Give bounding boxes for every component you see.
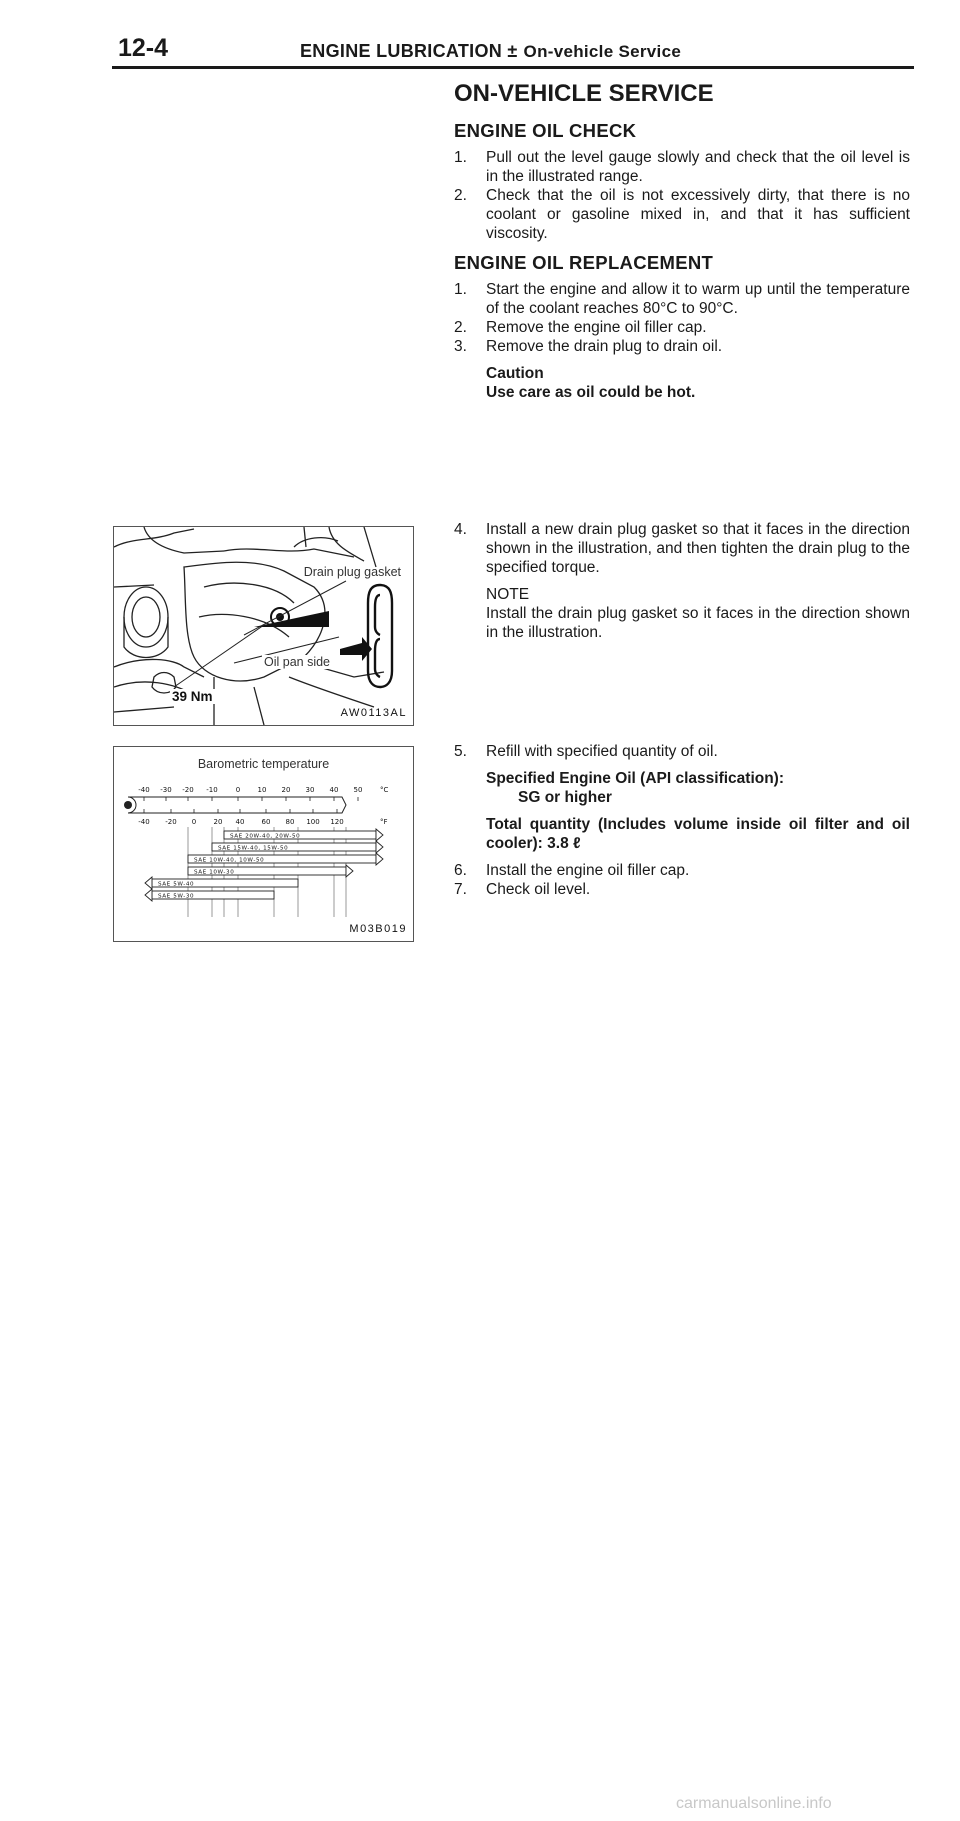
fahrenheit-tick-label: 0 [191, 818, 197, 826]
list-item: 1. Pull out the level gauge slowly and check that the oil level is in the illustrated range. [454, 149, 910, 185]
grade-bar-arrow [145, 889, 152, 901]
figure-code: M03B019 [349, 923, 407, 935]
celsius-tick-label: 40 [329, 786, 339, 794]
list-item: 2. Check that the oil is not excessively dirty, that there is no coolant or gasoline mixed in, and that it has sufficient viscosity. [454, 187, 910, 242]
fahrenheit-tick-label: 20 [213, 818, 223, 826]
celsius-tick-label: -20 [182, 786, 194, 794]
oil-check-heading: ENGINE OIL CHECK [454, 120, 637, 141]
list-item: 5. Refill with specified quantity of oil. [454, 743, 718, 760]
subsection-title: On-vehicle Service [523, 42, 682, 61]
fahrenheit-tick-label: 80 [285, 818, 295, 826]
celsius-tick-label: 50 [353, 786, 363, 794]
list-item: 3. Remove the drain plug to drain oil. [454, 338, 723, 355]
grade-bar-arrow [145, 877, 152, 889]
torque-label: 39 Nm [172, 689, 213, 704]
header-rule [112, 66, 914, 69]
oil-pan-side-label: Oil pan side [264, 655, 331, 669]
gasket-section [454, 520, 910, 642]
figure-code: AW0113AL [340, 707, 407, 719]
list-item: 7. Check oil level. [454, 881, 591, 898]
quantity-spec: Total quantity (Includes volume inside oil filter and oil cooler): 3.8 ℓ [486, 816, 910, 852]
viscosity-chart [114, 747, 413, 941]
fahrenheit-unit-label: °F [380, 818, 388, 826]
spec-value: SG or higher [518, 789, 612, 806]
thermometer-bulb [124, 801, 132, 809]
running-header [300, 41, 681, 62]
list-item: 4. Install a new drain plug gasket so that it faces in the direction shown in the illustration, and then tighten the drain plug to the specified torque. [454, 521, 910, 576]
watermark: carmanualsonline.info [676, 1795, 832, 1812]
fahrenheit-tick-label: 120 [330, 818, 344, 826]
celsius-tick-label: 0 [235, 786, 241, 794]
grade-label: SAE 10W-30 [194, 869, 235, 876]
engine-oil-pan-illustration [114, 527, 413, 725]
grade-bar-arrow [376, 841, 383, 853]
list-item: 6. Install the engine oil filler cap. [454, 862, 690, 879]
grade-bar-arrow [376, 829, 383, 841]
grade-label: SAE 20W-40, 20W-50 [230, 833, 301, 840]
note-title: NOTE [486, 586, 530, 603]
fahrenheit-tick-label: -40 [138, 818, 150, 826]
celsius-tick-label: 30 [305, 786, 315, 794]
celsius-tick-label: 20 [281, 786, 291, 794]
chart-title: Barometric temperature [197, 757, 330, 771]
page-number: 12-4 [118, 34, 169, 62]
fahrenheit-tick-label: 40 [235, 818, 245, 826]
grade-bar-arrow [376, 853, 383, 865]
page-title: ON-VEHICLE SERVICE [454, 80, 714, 107]
grade-label: SAE 15W-40, 15W-50 [218, 845, 289, 852]
fahrenheit-tick-label: 60 [261, 818, 271, 826]
fahrenheit-tick-label: 100 [306, 818, 320, 826]
celsius-tick-label: 10 [257, 786, 267, 794]
note-text: Install the drain plug gasket so it faces in the direction shown in the illustration. [486, 605, 910, 641]
refill-section [454, 742, 910, 899]
oil-replacement-heading: ENGINE OIL REPLACEMENT [454, 252, 714, 273]
list-item: 1. Start the engine and allow it to warm up until the temperature of the coolant reaches 80°C to 90°C. [454, 281, 910, 317]
caution-title: Caution [486, 365, 544, 382]
oil-check-section [454, 80, 910, 402]
drain-plug-gasket-label: Drain plug gasket [303, 565, 401, 579]
grade-label: SAE 5W-30 [158, 893, 195, 900]
grade-label: SAE 10W-40, 10W-50 [194, 857, 265, 864]
celsius-tick-label: -30 [160, 786, 172, 794]
celsius-unit-label: °C [380, 786, 389, 794]
grade-bar-arrow [346, 865, 353, 877]
caution-text: Use care as oil could be hot. [486, 384, 696, 401]
spec-label: Specified Engine Oil (API classification): [486, 770, 785, 787]
list-item: 2. Remove the engine oil filler cap. [454, 319, 707, 336]
grade-label: SAE 5W-40 [158, 881, 195, 888]
fahrenheit-tick-label: -20 [165, 818, 177, 826]
celsius-tick-label: -40 [138, 786, 150, 794]
celsius-tick-label: -10 [206, 786, 218, 794]
section-title: ENGINE LUBRICATION ± [300, 41, 518, 61]
viscosity-chart-figure [113, 746, 414, 942]
drain-plug-figure [113, 526, 414, 726]
